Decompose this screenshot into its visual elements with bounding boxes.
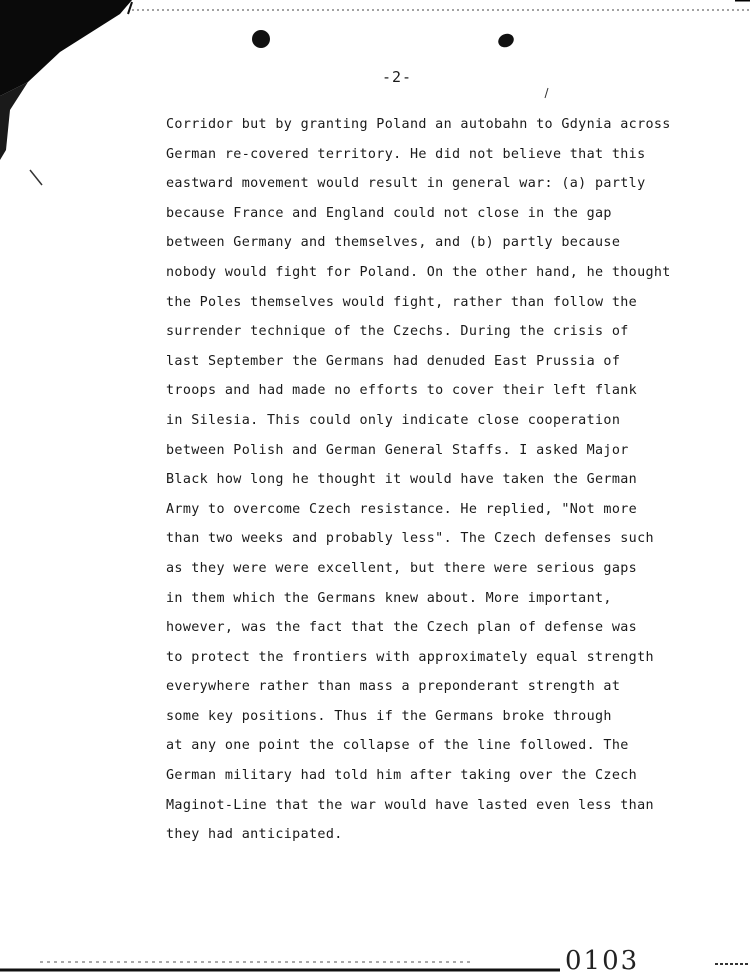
page-number: -2-	[382, 68, 413, 86]
text-line: nobody would fight for Poland. On the other hand, he thought	[166, 264, 671, 280]
text-line: German re-covered territory. He did not believe that this	[166, 146, 646, 162]
text-line: Black how long he thought it would have taken the German	[166, 472, 638, 488]
text-line: everywhere rather than mass a preponderant strength at	[166, 679, 621, 695]
text-line: in them which the Germans knew about. More important,	[166, 590, 612, 606]
text-line: some key positions. Thus if the Germans broke through	[166, 708, 612, 724]
text-line: they had anticipated.	[166, 827, 343, 843]
text-line: between Polish and German General Staffs. I asked Major	[166, 442, 629, 458]
text-line: Maginot-Line that the war would have lasted even less than	[166, 797, 654, 813]
text-line: eastward movement would result in general war: (a) partly	[166, 176, 646, 192]
text-line: the Poles themselves would fight, rather than follow the	[166, 294, 638, 310]
text-line: last September the Germans had denuded East Prussia of	[166, 353, 621, 369]
text-line: because France and England could not close in the gap	[166, 205, 612, 221]
body-text	[166, 110, 726, 850]
text-line: Corridor but by granting Poland an autobahn to Gdynia across	[166, 117, 671, 132]
text-line: as they were were excellent, but there were serious gaps	[166, 560, 638, 576]
text-line: troops and had made no efforts to cover their left flank	[166, 383, 638, 399]
text-line: Army to overcome Czech resistance. He replied, "Not more	[166, 501, 638, 517]
text-line: between Germany and themselves, and (b) partly because	[166, 235, 621, 251]
text-line: surrender technique of the Czechs. During the crisis of	[166, 324, 629, 340]
text-line: to protect the frontiers with approximately equal strength	[166, 649, 654, 665]
handwritten-note: 0103	[565, 946, 640, 972]
text-line: at any one point the collapse of the line followed. The	[166, 738, 629, 754]
text-line: than two weeks and probably less". The Czech defenses such	[166, 531, 654, 547]
punch-hole-left	[252, 30, 270, 48]
text-line: however, was the fact that the Czech plan of defense was	[166, 620, 638, 636]
text-line: German military had told him after taking over the Czech	[166, 768, 638, 784]
text-line: in Silesia. This could only indicate close cooperation	[166, 412, 621, 428]
